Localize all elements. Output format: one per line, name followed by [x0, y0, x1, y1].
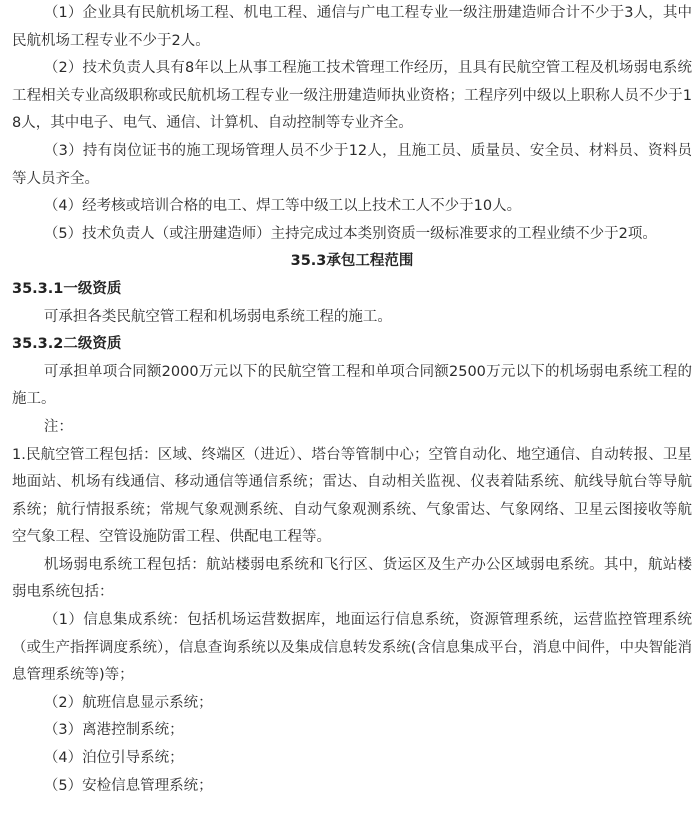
- weak-system-item-3: （3）离港控制系统；: [43, 722, 184, 739]
- requirement-4: （4）经考核或培训合格的电工、焊工等中级工以上技术工人不少于10人。: [43, 198, 522, 215]
- weak-system-item-4: （4）泊位引导系统；: [43, 750, 184, 767]
- level1-text: 可承担各类民航空管工程和机场弱电系统工程的施工。: [43, 308, 392, 325]
- note-intro: 机场弱电系统工程包括：航站楼弱电系统和飞行区、货运区及生产办公区域弱电系统。其中，航站楼弱电系统包括：: [12, 556, 692, 601]
- requirement-2: （2）技术负责人具有8年以上从事工程施工技术管理工作经历，且具有民航空管工程及机场弱电系统工程相关专业高级职称或民航机场工程专业一级注册建造师执业资格；工程序列中级以上职称人员不少于18人，其中电子、电气、通信、计算机、自动控制等专业齐全。: [12, 60, 692, 132]
- requirement-5: （5）技术负责人（或注册建造师）主持完成过本类别资质一级标准要求的工程业绩不少于2项。: [43, 225, 657, 242]
- requirement-1: （1）企业具有民航机场工程、机电工程、通信与广电工程专业一级注册建造师合计不少于3人，其中民航机场工程专业不少于2人。: [12, 5, 692, 49]
- level2-heading: 35.3.2二级资质: [12, 336, 122, 353]
- weak-system-item-2: （2）航班信息显示系统；: [43, 694, 213, 711]
- level2-text: 可承担单项合同额2000万元以下的民航空管工程和单项合同额2500万元以下的机场弱电系统工程的施工。: [12, 363, 692, 408]
- section-title: 35.3承包工程范围: [290, 253, 414, 270]
- weak-system-item-5: （5）安检信息管理系统；: [43, 777, 213, 794]
- note-item-1: 1.民航空管工程包括：区域、终端区（进近）、塔台等管制中心；空管自动化、地空通信、自动转报、卫星地面站、机场有线通信、移动通信等通信系统；雷达、自动相关监视、仪表着陆系统、航线导航台等导航系统；航行情报系统；常规气象观测系统、自动气象观测系统、气象雷达、气象网络、卫星云图接收等航空气象工程、空管设施防雷工程、供配电工程等。: [12, 446, 692, 546]
- weak-system-item-1: （1）信息集成系统：包括机场运营数据库，地面运行信息系统，资源管理系统，运营监控管理系统（或生产指挥调度系统），信息查询系统以及集成信息转发系统(含信息集成平台，消息中间件，中央智能消息管理系统等)等；: [12, 612, 692, 684]
- note-label: 注：: [43, 418, 73, 435]
- level1-heading: 35.3.1一级资质: [12, 280, 122, 297]
- requirement-3: （3）持有岗位证书的施工现场管理人员不少于12人，且施工员、质量员、安全员、材料员、资料员等人员齐全。: [12, 142, 692, 187]
